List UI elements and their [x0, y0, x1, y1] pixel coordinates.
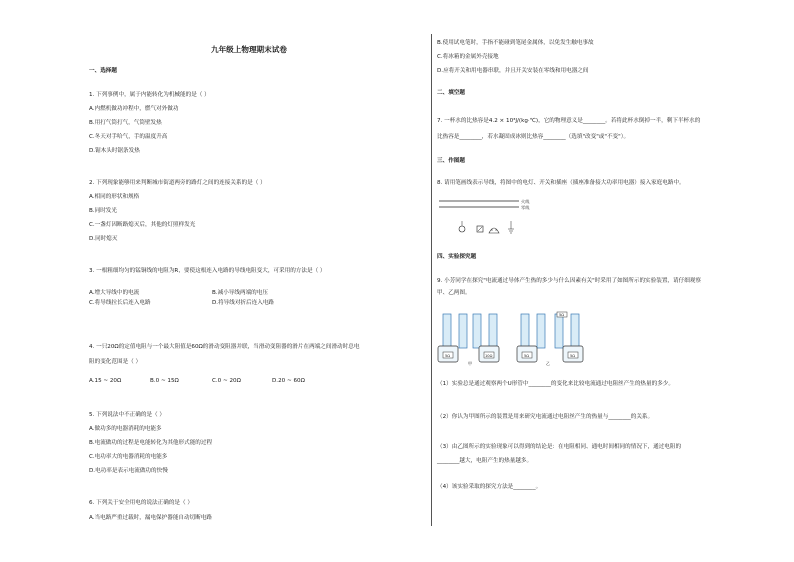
q5-option-c: C.电功率大的电器消耗的电能多 [89, 454, 168, 460]
q6-option-b: B.使用试电笔时，手指不能碰到笔尾金属体，以免发生触电事故 [437, 40, 594, 46]
household-circuit-figure [437, 195, 537, 243]
q1-option-b: B.用打气筒打气，气筒壁发热 [89, 120, 162, 126]
figure-label-jia: 甲 [468, 361, 472, 366]
q5-option-b: B.电流做功的过程是电能转化为其他形式能的过程 [89, 440, 213, 446]
q4-option-c: C.0 ~ 20Ω [212, 378, 241, 384]
apparatus-jia [438, 314, 499, 366]
q2-option-b: B.同时发光 [89, 208, 117, 214]
q9-part1: （1）实验总是通过观察两个U形管中________的变化来比较电流通过电阻丝产生的热量的多少。 [437, 381, 674, 387]
q4-option-b: B.0 ~ 15Ω [150, 378, 179, 384]
resistor-label-b: 10Ω [485, 354, 493, 358]
q8-stem: 8. 请用笔画线表示导线，将图中的电灯、开关和插座（插座准备接大功率用电器）接入家庭电路中。 [437, 180, 685, 186]
q9-part3-line1: （3）由乙图所示的实验现象可以得到的结论是：在电阻相同、通电时间相同的情况下，通过电阻的 [437, 444, 682, 450]
ground-icon [508, 221, 514, 233]
page-title: 九年级上物理期末试卷 [211, 45, 287, 54]
q6-option-a: A.当电路严重过载时，漏电保护器能自动切断电路 [89, 515, 212, 521]
resistor-label-a: 5Ω [445, 354, 451, 358]
q4-stem-line2: 阻的变化范围是（ ） [89, 359, 142, 365]
figure-label-yi: 乙 [546, 361, 550, 366]
q2-option-c: C.一盏灯因断路熄灭后，其他的灯照样发光 [89, 222, 196, 228]
q1-option-a: A.内燃机做功冲程中，燃气对外做功 [89, 106, 179, 112]
u-tube-experiment-figure [437, 306, 587, 366]
q5-option-d: D.电功率是表示电流做功的快慢 [89, 468, 168, 474]
q3-option-d: D.将导线对折后连入电路 [212, 300, 275, 306]
section-experiment-heading: 四、实验探究题 [437, 254, 477, 260]
resistor-label-c: 5Ω [524, 354, 530, 358]
q6-option-d: D.应将开关和用电器串联，并且开关安装在零线和用电器之间 [437, 68, 589, 74]
q1-option-d: D.锯木头时锯条发热 [89, 148, 140, 154]
light-bulb-icon [459, 221, 465, 232]
socket-icon [489, 228, 499, 233]
q3-option-c: C.将导线拉长后连入电路 [89, 300, 151, 306]
q9-stem-line2: 甲、乙两图。 [437, 290, 471, 296]
q3-option-b: B.减小导线两端的电压 [212, 290, 268, 296]
section-draw-heading: 三、作图题 [437, 158, 465, 164]
q5-stem: 5. 下列说法中不正确的是（ ） [89, 412, 166, 418]
switch-icon [477, 226, 483, 232]
section-fill-heading: 二、填空题 [437, 90, 465, 96]
q9-part3-line2: ________越大，电阻产生的热量越多。 [437, 458, 533, 464]
q4-option-d: D.20 ~ 60Ω [272, 378, 305, 384]
q9-part2: （2）你认为甲图所示的装置是用来研究电流通过电阻丝产生的热量与________的关系。 [437, 414, 654, 420]
q1-option-c: C.冬天对手哈气，手的温度升高 [89, 134, 168, 140]
live-wire-label: 火线 [521, 199, 530, 204]
column-divider [431, 34, 432, 526]
q6-option-c: C.将冰箱的金属外壳接地 [437, 54, 499, 60]
q2-option-a: A.相同的形状和规格 [89, 194, 140, 200]
neutral-wire-label: 零线 [521, 205, 530, 210]
q5-option-a: A.做功多的电器消耗的电能多 [89, 426, 162, 432]
q9-stem-line1: 9. 小芳同学在探究"电流通过导体产生热的多少与什么因素有关"时采用了如图所示的实验装置，请仔细观察 [437, 278, 701, 284]
q9-part4: （4）该实验采取的探究方法是________。 [437, 484, 542, 490]
q4-stem-line1: 4. 一只20Ω的定值电阻与一个最大阻值是60Ω的滑动变阻器并联，当滑动变阻器的滑片在两端之间滑动时总电 [89, 344, 360, 350]
q1-stem: 1. 下列事例中，属于内能转化为机械能的是（ ） [89, 92, 210, 98]
q2-option-d: D.同时熄灭 [89, 236, 118, 242]
section-choice-heading: 一、选择题 [89, 68, 117, 74]
q6-stem: 6. 下列关于安全用电的说法正确的是（ ） [89, 500, 193, 506]
apparatus-yi [517, 312, 583, 366]
q3-option-a: A.增大导线中的电流 [89, 290, 140, 296]
q7-line2: 比热容是________，若水凝固成冰则比热容________（选填"改变"或"不变"）。 [437, 134, 630, 140]
resistor-label-d: 5Ω [570, 354, 576, 358]
q7-line1: 7. 一杯水的比热容是4.2 × 10³J/(kg·℃)，它的物理意义是________。若将此杯水倒掉一半，剩下半杯水的 [437, 118, 701, 124]
q4-option-a: A.15 ~ 20Ω [89, 378, 122, 384]
q3-stem: 3. 一根粗细均匀的锰铜线的电阻为R，要使这根连入电路的导线电阻变大，可采用的方法是（ ） [89, 268, 326, 274]
q2-stem: 2. 下列现象能够用来判断城市街道两旁的路灯之间的连接关系的是（ ） [89, 180, 266, 186]
resistor-label-e: 5Ω [559, 313, 565, 317]
